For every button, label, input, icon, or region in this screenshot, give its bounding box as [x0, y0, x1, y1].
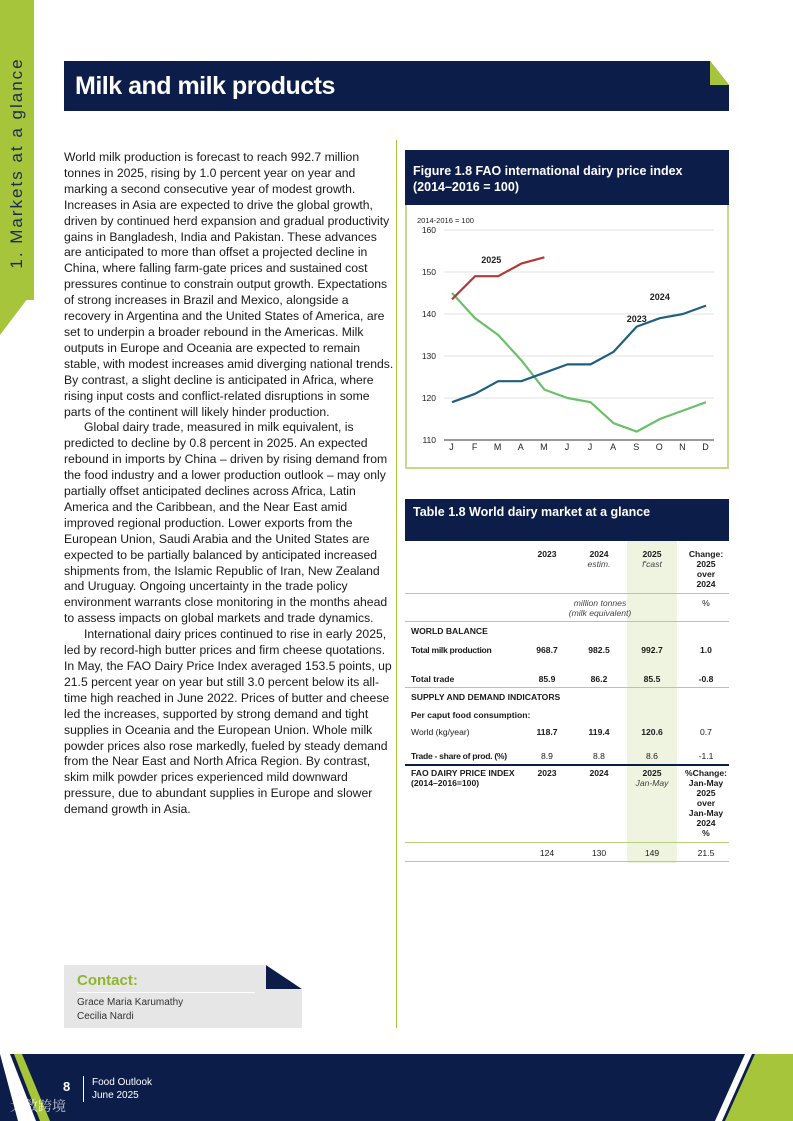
- contact-rule: [77, 992, 255, 993]
- x-tick-label-7: A: [610, 442, 618, 452]
- contact-corner-shape: [266, 965, 302, 989]
- table-title: Table 1.8 World dairy market at a glance: [413, 505, 651, 519]
- price-value-2024: 130: [591, 848, 607, 858]
- figure-box: [405, 205, 729, 469]
- column-divider: [396, 140, 397, 1028]
- cell-share-2023: 8.9: [541, 751, 553, 761]
- table-rule: [405, 842, 729, 843]
- page-footer: [0, 1054, 793, 1121]
- price-index-label-1: FAO DAIRY PRICE INDEX: [411, 768, 515, 778]
- price-col-2025-sub: Jan-May: [635, 778, 669, 788]
- side-tab-point-shape: [0, 290, 34, 335]
- series-line-2024: [452, 306, 706, 403]
- cell-trade-change: -0.8: [698, 674, 714, 684]
- x-tick-label-9: O: [655, 442, 664, 452]
- per-caput-label: Per caput food consumption:: [411, 710, 531, 720]
- cell-trade-2025: 85.5: [643, 674, 661, 684]
- col-header-2025-sub: f'cast: [642, 559, 662, 569]
- cell-milk-2023: 968.7: [536, 645, 558, 655]
- x-tick-label-3: A: [517, 442, 525, 452]
- x-tick-label-6: J: [587, 442, 594, 452]
- col-header-2024: 2024: [589, 549, 609, 559]
- y-tick-label-110: 110: [422, 435, 436, 445]
- page-number: 8: [63, 1079, 71, 1094]
- col-header-change-3: over: [696, 569, 716, 579]
- section-label: 1. Markets at a glance: [7, 57, 26, 269]
- figure-header: [405, 150, 729, 205]
- price-change-l2: Jan-May: [688, 778, 724, 788]
- chart-y-ticks: [422, 225, 436, 445]
- cell-milk-2024: 982.5: [588, 645, 610, 655]
- price-value-change: 21.5: [697, 848, 715, 858]
- price-change-l6: 2024: [696, 818, 716, 828]
- section-side-tab: [0, 0, 34, 335]
- cell-trade-2024: 86.2: [590, 674, 608, 684]
- page-title: Milk and milk products: [75, 72, 335, 100]
- col-header-change-4: 2024: [696, 579, 716, 589]
- cell-share-2024: 8.8: [593, 751, 605, 761]
- x-tick-label-10: N: [679, 442, 687, 452]
- table-rule: [405, 593, 729, 594]
- chart-unit-label: 2014-2016 = 100: [417, 216, 474, 225]
- table-rule: [405, 621, 729, 622]
- row-label-milk-production: Total milk production: [411, 645, 492, 655]
- price-change-l1: %Change:: [684, 768, 728, 778]
- price-index-label-2: (2014–2016=100): [411, 778, 480, 788]
- cell-consumption-change: 0.7: [700, 727, 712, 737]
- price-change-l4: over: [696, 798, 716, 808]
- units-percent: %: [702, 598, 710, 608]
- paragraph-trade: Global dairy trade, measured in milk equivalent, is predicted to decline by 0.8 percent in 2025. An expected rebound in imports by China – driven by rising demand from the food industry and a lower production outlook – may only partially offset anticipated declines across Africa, Latin America and the Caribbean, and the Near East amid improved regional production. Lower exports from the European Union, Saudi Arabia and the United States are expected to be partially balanced by anticipated increased shipments from, the Islamic Republic of Iran, New Zealand and Uruguay. Ongoing uncertainty in the trade policy environment warrants close monitoring in the months ahead to assess impacts on global markets and trade dynamics.: [64, 420, 388, 626]
- article-body: [64, 150, 394, 818]
- publication-info: [83, 1076, 152, 1102]
- y-tick-label-160: 160: [421, 225, 436, 235]
- watermark-text: 大数跨境: [10, 1098, 66, 1114]
- banner-corner-shape: [710, 61, 729, 85]
- price-change-l7: %: [702, 828, 710, 838]
- title-banner: [64, 61, 729, 111]
- cell-milk-change: 1.0: [700, 645, 712, 655]
- cell-trade-2023: 85.9: [538, 674, 556, 684]
- x-tick-label-0: J: [449, 442, 455, 452]
- dairy-price-chart: [407, 205, 729, 467]
- cell-share-2025: 8.6: [646, 751, 658, 761]
- x-tick-label-2: M: [493, 442, 503, 452]
- col-header-change-2: 2025: [696, 559, 716, 569]
- paragraph-prices: International dairy prices continued to rise in early 2025, led by record-high butter prices and firm cheese quotations. In May, the FAO Dairy Price Index averaged 153.5 points, up 21.5 percent year on year but still 3.0 percent below its all-time high reached in June 2022. Prices of butter and cheese led the increases, supported by strong demand and tight supplies in Oceania and the European Union. Whole milk powder prices also rose markedly, fueled by steady demand from the Near East and North Africa Region. By contrast, skim milk powder prices experienced mild downward pressure, due to abundant supplies in Europe and slower demand growth in Asia.: [64, 627, 392, 817]
- x-tick-label-5: J: [564, 442, 571, 452]
- contact-name-2: Cecilia Nardi: [77, 1011, 134, 1022]
- cell-consumption-2025: 120.6: [641, 727, 663, 737]
- y-tick-label-150: 150: [421, 267, 436, 277]
- units-label-2: (milk equivalent): [568, 608, 632, 618]
- series-label-2025: 2025: [481, 255, 502, 266]
- forecast-column-shade: [627, 541, 677, 863]
- x-tick-label-4: M: [540, 442, 549, 452]
- col-header-2025: 2025: [642, 549, 662, 559]
- section-supply-demand: SUPPLY AND DEMAND INDICATORS: [411, 692, 561, 702]
- table-rule: [405, 861, 729, 862]
- price-change-l3: 2025: [696, 788, 716, 798]
- price-change-l5: Jan-May: [688, 808, 724, 818]
- contact-name-1: Grace Maria Karumathy: [77, 997, 184, 1008]
- x-tick-label-1: F: [471, 442, 479, 452]
- y-tick-label-130: 130: [421, 351, 436, 361]
- series-label-2023: 2023: [626, 314, 647, 324]
- y-tick-label-140: 140: [421, 309, 436, 319]
- table-rule: [405, 687, 729, 688]
- price-value-2025: 149: [644, 848, 660, 858]
- col-header-change-1: Change:: [688, 549, 724, 559]
- x-tick-label-11: D: [702, 442, 710, 452]
- y-tick-label-120: 120: [421, 393, 436, 403]
- table-header: [405, 499, 729, 541]
- col-header-2024-sub: estim.: [587, 559, 611, 569]
- table-rule-dark: [405, 764, 729, 766]
- x-tick-label-8: S: [633, 442, 641, 452]
- publication-title: Food Outlook: [92, 1077, 153, 1088]
- dairy-market-table: [405, 541, 729, 863]
- row-label-world-consumption: World (kg/year): [411, 727, 470, 737]
- cell-share-change: -1.1: [698, 751, 714, 761]
- price-col-2023: 2023: [537, 768, 557, 778]
- series-label-2024: 2024: [649, 292, 670, 302]
- row-label-trade-share: Trade - share of prod. (%): [411, 751, 507, 761]
- cell-milk-2025: 992.7: [641, 645, 663, 655]
- cell-consumption-2023: 118.7: [536, 727, 558, 737]
- contact-box: [64, 965, 302, 1028]
- price-col-2024: 2024: [589, 768, 609, 778]
- chart-series-lines: [452, 257, 706, 431]
- cell-consumption-2024: 119.4: [588, 727, 610, 737]
- section-world-balance: WORLD BALANCE: [411, 626, 488, 636]
- units-label-1: million tonnes: [573, 598, 627, 608]
- paragraph-production: World milk production is forecast to reach 992.7 million tonnes in 2025, rising by 1.0 percent year on year and marking a second consecutive year of modest growth. Increases in Asia are expected to drive the global growth, driven by continued herd expansion and gradual productivity gains in Bangladesh, India and Pakistan. These advances are anticipated to more than offset a projected decline in China, where falling farm-gate prices and sustained cost pressures continue to constrain output growth. Expectations of strong increases in Brazil and Mexico, alongside a recovery in Argentina and the United States of America, are set to underpin a broader rebound in the Americas. Milk outputs in Europe and Oceania are expected to remain stable, with modest increases amid diverging national trends. By contrast, a slight decline is anticipated in Africa, where rising input costs and conflict-related disruptions in some parts of the continent will likely hinder production.: [64, 150, 394, 419]
- price-col-2025: 2025: [642, 768, 662, 778]
- publication-date: June 2025: [92, 1090, 139, 1101]
- col-header-2023: 2023: [537, 549, 557, 559]
- contact-heading: Contact:: [77, 972, 138, 989]
- row-label-total-trade: Total trade: [411, 674, 455, 684]
- figure-title: Figure 1.8 FAO international dairy price index (2014–2016 = 100): [413, 164, 683, 194]
- price-value-2023: 124: [539, 848, 555, 858]
- chart-x-ticks: [449, 442, 710, 452]
